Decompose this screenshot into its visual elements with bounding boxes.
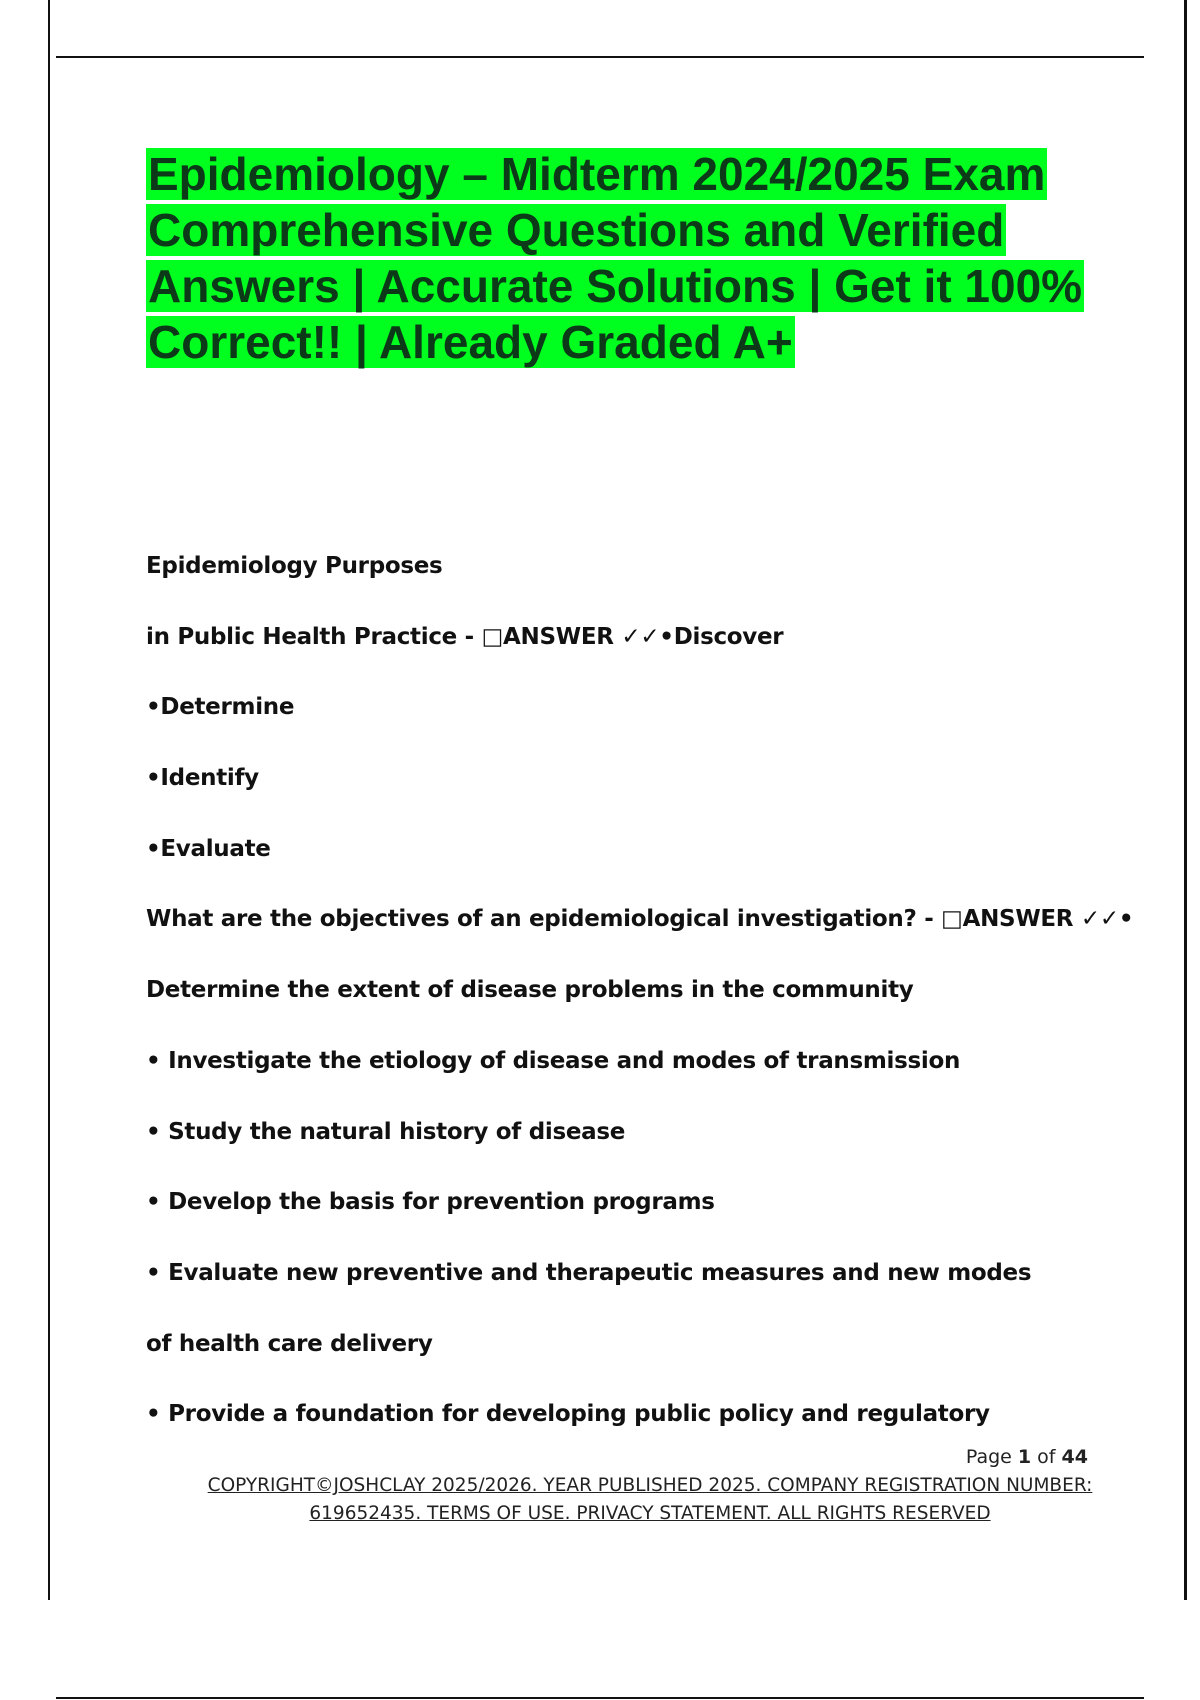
body-line: of health care delivery [146,1330,433,1357]
copyright-line-2: 619652435. TERMS OF USE. PRIVACY STATEMENT. ALL RIGHTS RESERVED [309,1503,991,1524]
top-divider [56,56,1144,58]
body-line: •Evaluate [146,835,271,862]
page-number [966,1446,1088,1468]
body-line: What are the objectives of an epidemiological investigation? - □ANSWER ✓✓• [146,906,1134,933]
document-body [146,546,1134,1465]
page-right-border [1184,0,1187,1600]
body-line: • Investigate the etiology of disease and modes of transmission [146,1047,961,1074]
copyright-line-1: COPYRIGHT©JOSHCLAY 2025/2026. YEAR PUBLISHED 2025. COMPANY REGISTRATION NUMBER: [207,1475,1093,1496]
body-line: •Determine [146,694,295,721]
bottom-divider [56,1697,1144,1699]
body-line: • Provide a foundation for developing public policy and regulatory [146,1401,990,1428]
title-highlight: Epidemiology – Midterm 2024/2025 Exam Comprehensive Questions and Verified Answers | Accurate Solutions | Get it 100% Correct!! | Already Graded A+ [148,148,1083,368]
body-line: in Public Health Practice - □ANSWER ✓✓•Discover [146,623,784,650]
page-current: 1 [1017,1446,1032,1468]
page-of: of [1031,1446,1062,1468]
page-prefix: Page [965,1446,1018,1468]
page-total: 44 [1061,1446,1088,1468]
body-line: Determine the extent of disease problems in the community [146,977,914,1004]
document-title [146,146,1096,370]
body-line: • Study the natural history of disease [146,1118,626,1145]
body-line: • Develop the basis for prevention programs [146,1189,715,1216]
body-line: Epidemiology Purposes [146,553,443,579]
page-left-border [48,0,50,1600]
copyright-footer [150,1472,1150,1528]
body-line: • Evaluate new preventive and therapeutic measures and new modes [146,1259,1032,1286]
body-line: •Identify [146,765,259,792]
